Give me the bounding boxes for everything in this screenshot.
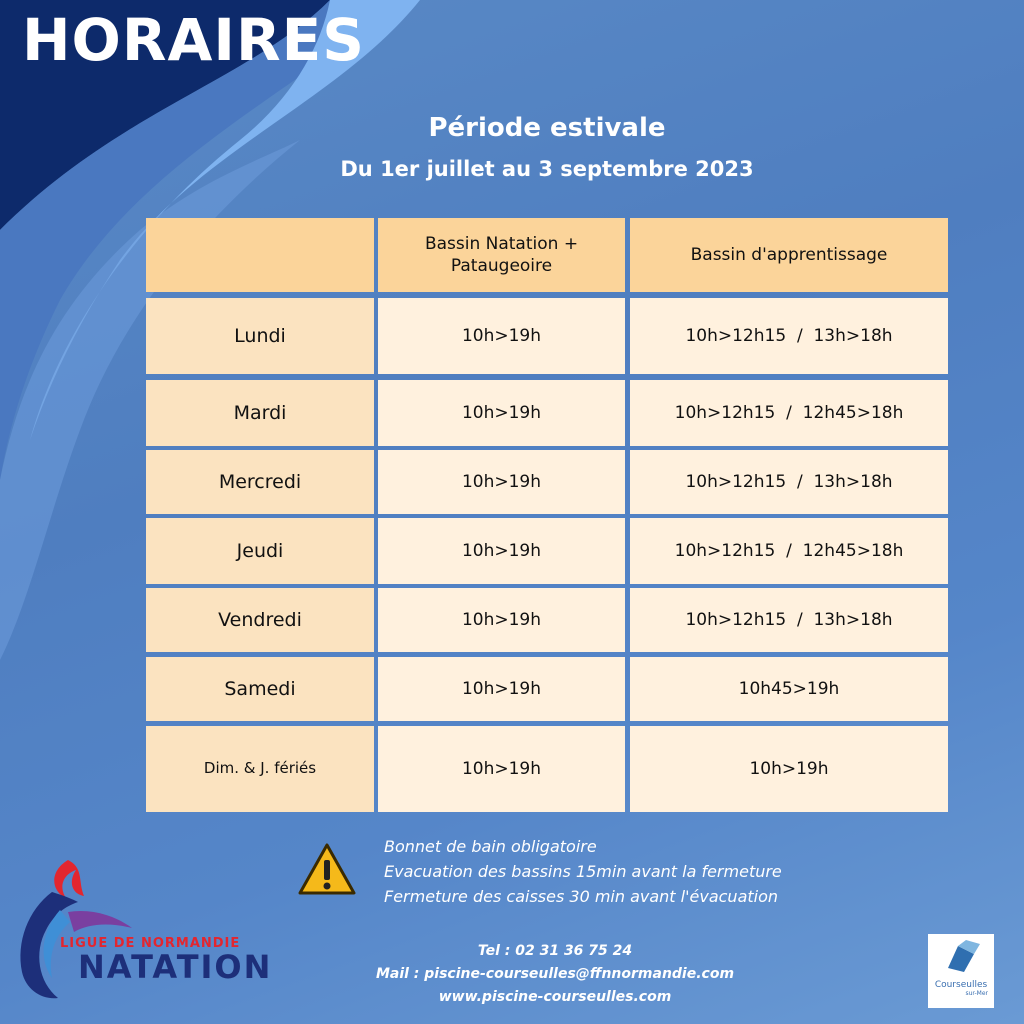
table-header-cell: Bassin Natation + Pataugeoire [378,218,625,292]
table-cell: 10h>12h15 / 12h45>18h [630,518,948,584]
rules-notes [384,834,782,909]
table-cell: 10h>19h [378,588,625,652]
contact-block [330,940,780,1009]
contact-email[interactable]: Mail : piscine-courseulles@ffnnormandie.com [375,966,735,982]
table-header-cell: Bassin d'apprentissage [630,218,948,292]
table-row-day: Mercredi [146,450,374,514]
table-cell: 10h45>19h [630,657,948,721]
table-cell: 10h>19h [378,518,625,584]
table-cell: 10h>19h [378,657,625,721]
table-row-day: Vendredi [146,588,374,652]
table-cell: 10h>12h15 / 13h>18h [630,298,948,374]
logo-title: NATATION [78,948,273,986]
logo-subtitle: LIGUE DE NORMANDIE [60,936,241,951]
table-row-day: Mardi [146,380,374,446]
note-item: Evacuation des bassins 15min avant la fermeture [384,862,782,881]
note-item: Fermeture des caisses 30 min avant l'évacuation [384,887,779,906]
table-cell: 10h>19h [378,726,625,812]
period-title: Période estivale [428,113,666,143]
table-cell: 10h>12h15 / 12h45>18h [630,380,948,446]
note-item: Bonnet de bain obligatoire [384,837,597,856]
table-cell: 10h>12h15 / 13h>18h [630,450,948,514]
period-dates: Du 1er juillet au 3 septembre 2023 [340,157,754,181]
table-header-empty [146,218,374,292]
table-row-day: Lundi [146,298,374,374]
table-cell: 10h>12h15 / 13h>18h [630,588,948,652]
table-cell: 10h>19h [378,380,625,446]
table-cell: 10h>19h [378,298,625,374]
table-row-day: Dim. & J. fériés [146,726,374,812]
courseulles-logo-text: Courseulles sur-Mer [934,980,988,997]
warning-icon [298,842,356,896]
courseulles-logo [928,934,994,1008]
table-row-day: Jeudi [146,518,374,584]
table-cell: 10h>19h [630,726,948,812]
contact-website[interactable]: www.piscine-courseulles.com [438,989,672,1005]
courseulles-logo-mark [928,934,994,980]
contact-phone[interactable]: Tel : 02 31 36 75 24 [477,943,633,959]
page-title: HORAIRES [22,6,366,74]
table-cell: 10h>19h [378,450,625,514]
table-row-day: Samedi [146,657,374,721]
